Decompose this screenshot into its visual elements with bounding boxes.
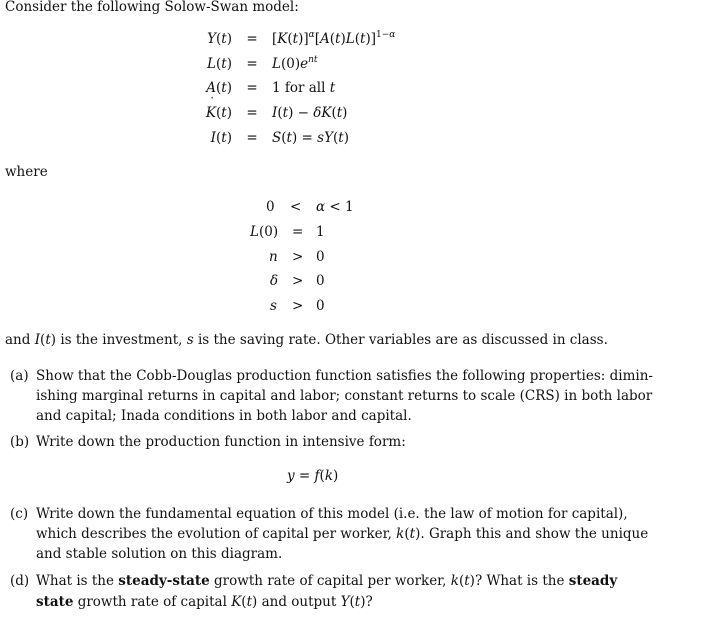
item-d-line1: What is the steady-state growth rate of capital per worker, k(t)? What is the steady xyxy=(36,573,618,589)
eq-lhs: I(t) xyxy=(210,130,232,146)
cond-rel: > xyxy=(292,273,304,289)
eq-rel: = xyxy=(246,80,258,96)
item-b-label: (b) xyxy=(10,434,30,450)
item-a-label: (a) xyxy=(10,368,29,384)
intensive-form-equation: y = f(k) xyxy=(287,468,339,484)
eq-lhs: A(t) xyxy=(206,80,232,96)
item-d-label: (d) xyxy=(10,573,30,589)
cond-lhs: s xyxy=(270,298,277,314)
item-a-line3: and capital; Inada conditions in both labor and capital. xyxy=(36,408,412,424)
investment-definition: and I(t) is the investment, s is the saving rate. Other variables are as discussed in class. xyxy=(5,332,608,348)
eq-rel: = xyxy=(246,130,258,146)
item-c-line2: which describes the evolution of capital per worker, k(t). Graph this and show the unique xyxy=(36,526,649,542)
eq-rhs: I(t) − δK(t) xyxy=(272,105,348,121)
cond-rel: > xyxy=(292,249,304,265)
item-b-text: Write down the production function in intensive form: xyxy=(36,434,406,450)
where-label: where xyxy=(5,164,48,180)
cond-rel: < xyxy=(290,199,302,215)
cond-rhs: 1 xyxy=(316,224,325,240)
cond-rhs: 0 xyxy=(316,273,325,289)
eq-rel: = xyxy=(246,105,258,121)
item-c-line1: Write down the fundamental equation of this model (i.e. the law of motion for capital), xyxy=(36,506,628,522)
cond-rhs: 0 xyxy=(316,249,325,265)
item-c-line3: and stable solution on this diagram. xyxy=(36,546,283,562)
eq-lhs: Y(t) xyxy=(207,31,232,47)
eq-rhs: S(t) = sY(t) xyxy=(272,130,349,146)
cond-lhs: 0 xyxy=(266,199,275,215)
eq-lhs: L(t) xyxy=(207,56,232,72)
intro-text: Consider the following Solow-Swan model: xyxy=(5,0,299,15)
eq-lhs: ˙ K(t) xyxy=(172,104,232,122)
eq-rhs: $L(0)e^{nt}$ xyxy=(272,55,318,72)
eq-rhs: $[K(t)]^\alpha[A(t)L(t)]^{1-\alpha}$ xyxy=(272,30,396,47)
cond-rhs: α < 1 xyxy=(316,199,354,215)
cond-lhs: δ xyxy=(270,273,279,289)
cond-rhs: 0 xyxy=(316,298,325,314)
item-a-line1: Show that the Cobb-Douglas production function satisfies the following properties: dimin- xyxy=(36,368,653,384)
cond-rel: = xyxy=(292,224,304,240)
cond-lhs: n xyxy=(269,249,278,265)
eq-rhs: 1 for all t xyxy=(272,80,336,96)
eq-rel: = xyxy=(246,31,258,47)
cond-rel: > xyxy=(292,298,304,314)
item-d-line2: state growth rate of capital K(t) and output Y(t)? xyxy=(36,594,373,610)
item-a-line2: ishing marginal returns in capital and labor; constant returns to scale (CRS) in both labor xyxy=(36,388,653,404)
cond-lhs: L(0) xyxy=(250,224,279,240)
item-c-label: (c) xyxy=(10,506,29,522)
eq-rel: = xyxy=(246,56,258,72)
